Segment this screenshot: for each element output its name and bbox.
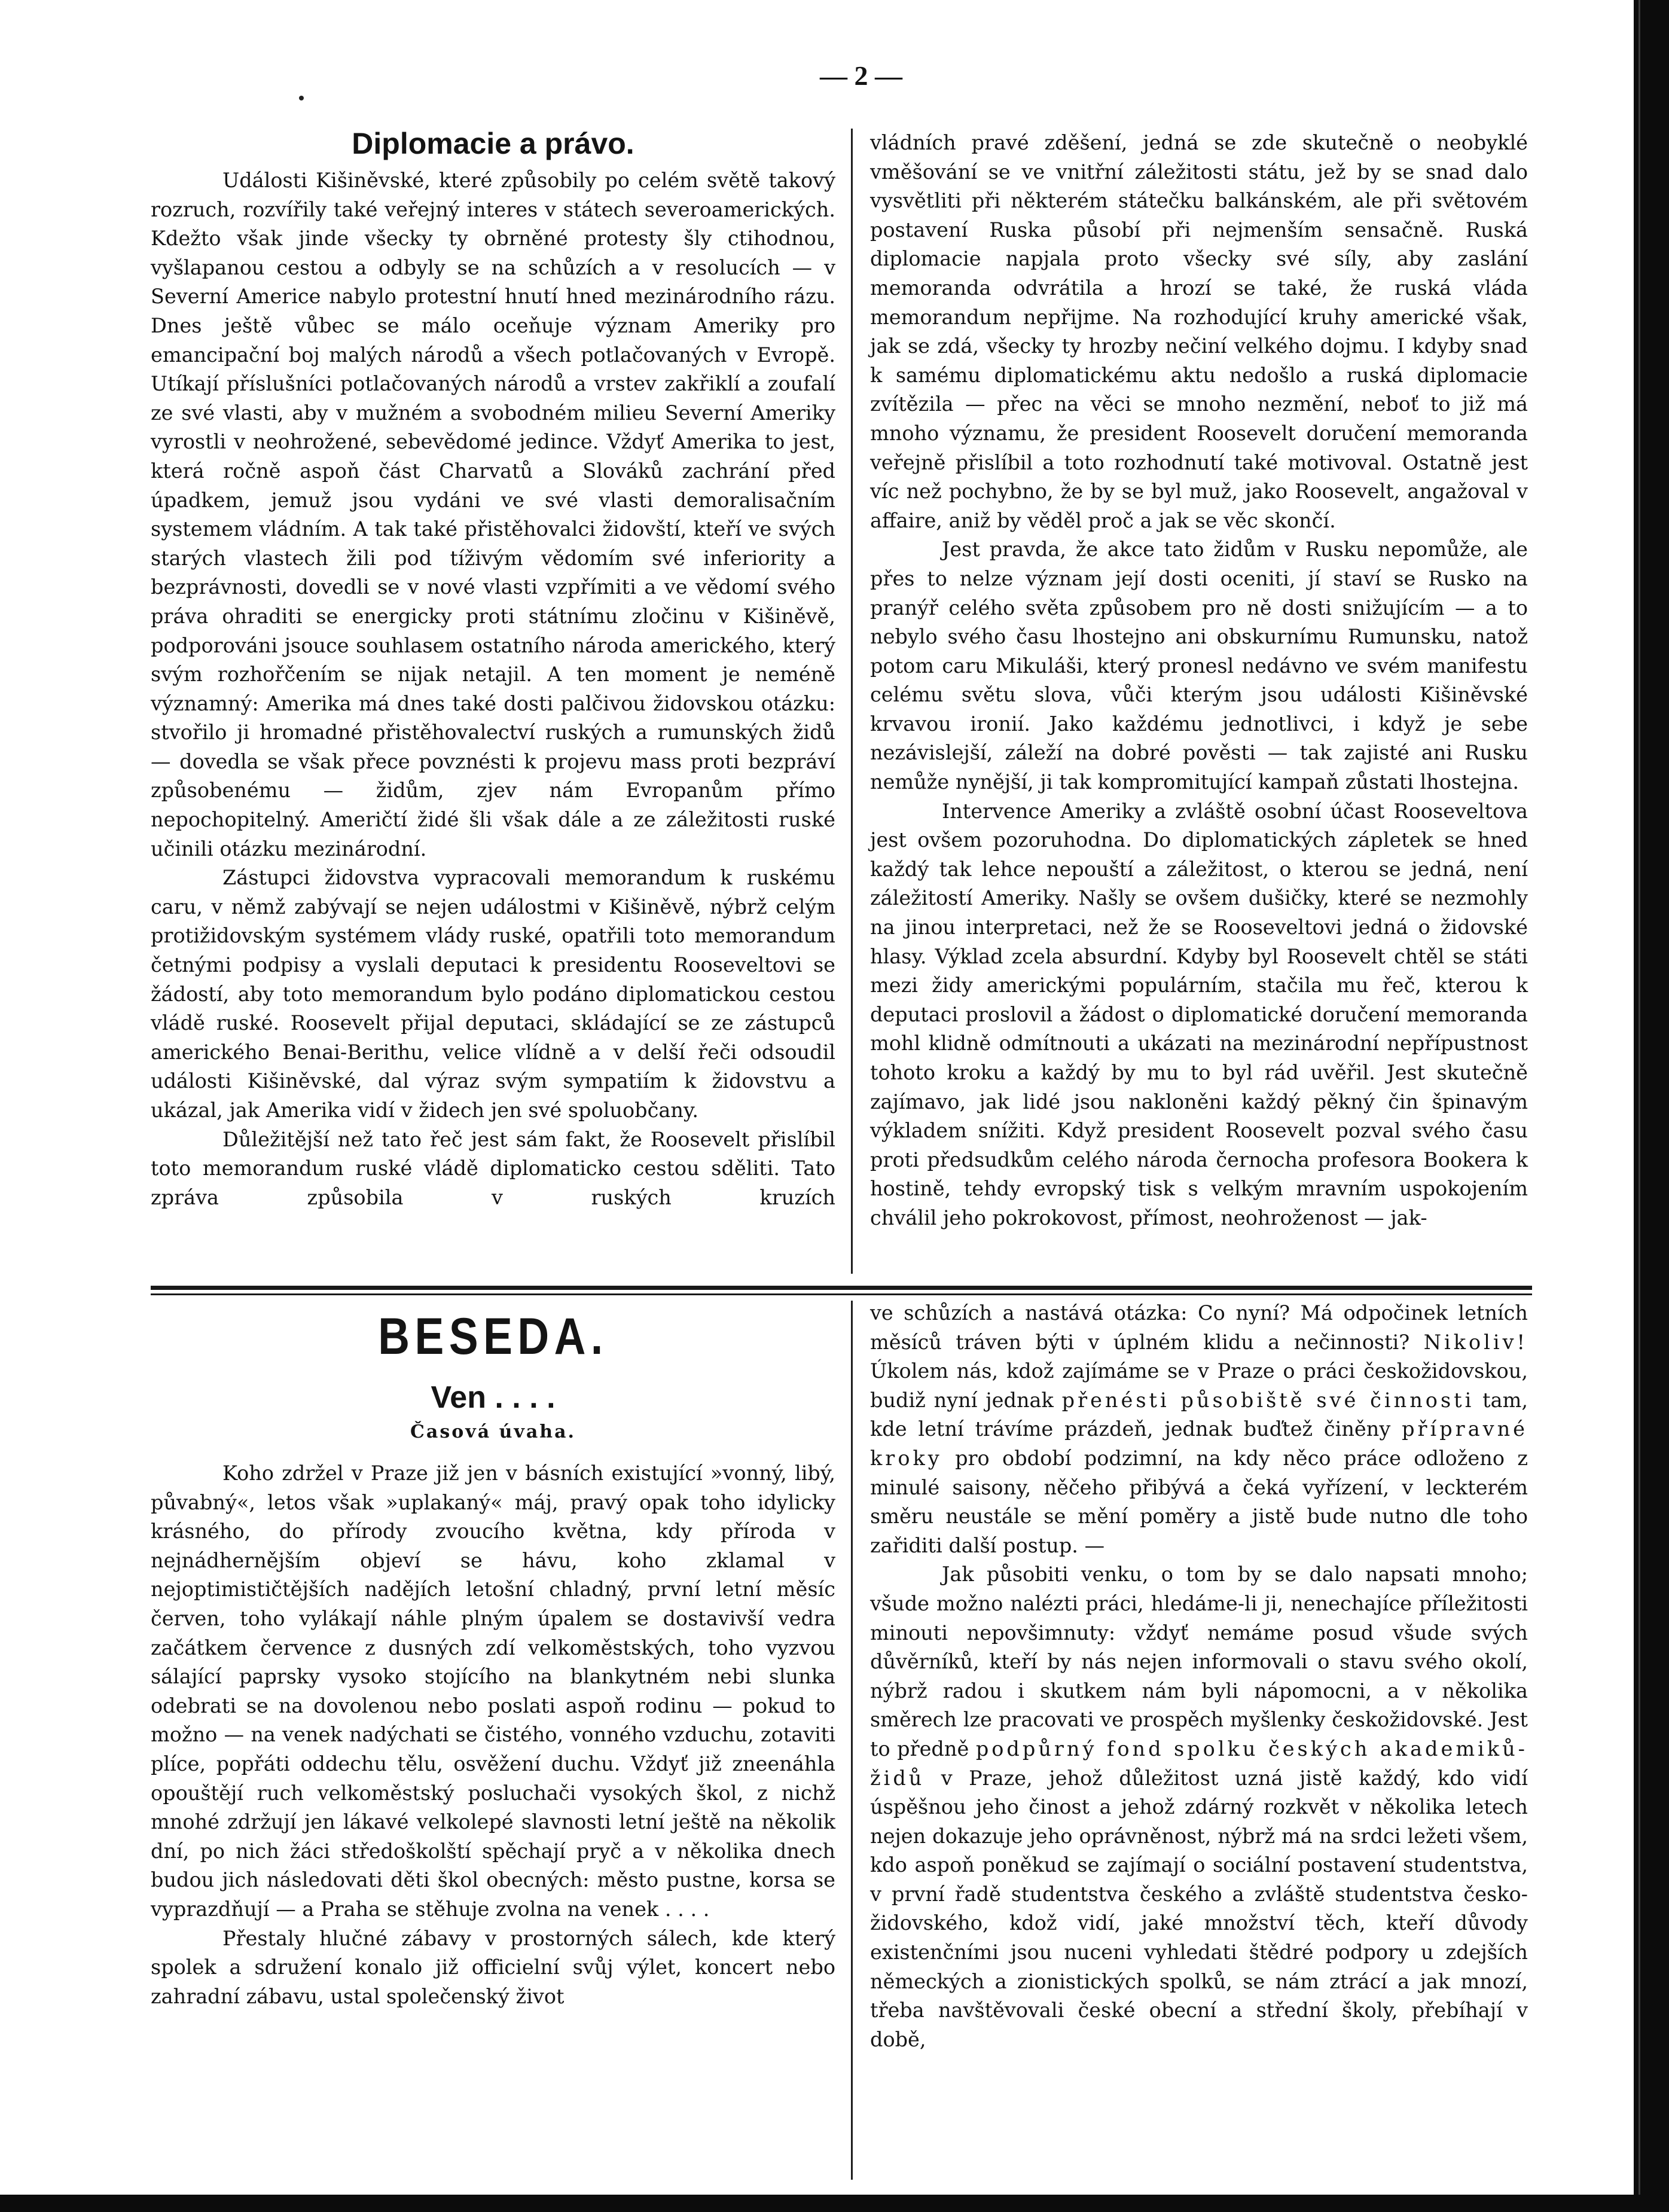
column-rule-top xyxy=(851,129,853,1274)
article-paragraph: Jest pravda, že akce tato židům v Rusku nepomůže, ale přes to nelze význam její dosti oceniti, jí staví se Rusko na pranýř celého světa způsobem pro ně dosti snižujícím — a to nebylo svého času lhostejno ani obskurnímu Rumunsku, natož potom caru Mikuláši, který pronesl nedávno ve svém manifestu celému světu slova, vůči kterým jsou události Kišiněvské krvavou ironií. Jako každému jednotlivci, i když je sebe nezávislejší, záleží na dobré pověsti — tak zajisté ani Rusku nemůže nynější, ji tak kompromitující kampaň zůstati lhostejna. xyxy=(870,538,1528,794)
article-paragraph: Události Kišiněvské, které způsobily po celém světě takový rozruch, rozvířily také veřejný interes v státech severoamerických. Kdežto však jinde všecky ty obrněné protesty šly ctihodnou, vyšlapanou cestou a odbyly se na schůzích a v resolucích — v Severní Americe nabylo protestní hnutí hned mezinárodního rázu. Dnes ještě vůbec se málo oceňuje význam Ameriky pro emancipační boj malých národů a všech potlačovaných v Evropě. Utíkají příslušníci potlačovaných národů a vrstev zakřiklí a zoufalí ze své vlasti, aby v mužném a svobodném milieu Severní Ameriky vyrostli v neohrožené, sebevědomé jedince. Vždyť Amerika to jest, která ročně aspoň část Charvatů a Slováků zachrání před úpadkem, jemuž jsou vydáni ve své vlasti demoralisačním systemem vládním. A tak také přistěhovalci židovští, kteří ve svých starých vlastech žili pod tíživým vědomím své inferiority a bezprávnosti, dovedli se v nové vlasti vzpřímiti a ve vědomí svého práva ohraditi se energicky proti státnímu zločinu v Kišiněvě, podporováni jsouce souhlasem ostatního národa amerického, který svým rozhořčením se nijak netajil. A ten moment je neméně významný: Amerika má dnes také dosti palčivou židovskou otázku: stvořilo ji hromadné přistěhovalectví ruských a rumunských židů — dovedla se však přece povznésti k projevu mass proti bezpráví způsobenému — židům, zjev nám Evropanům přímo nepochopitelný. Američtí židé šli však dále a ze záležitosti ruské učinili otázku mezinárodní. xyxy=(151,169,835,861)
article-left-column xyxy=(151,126,835,1212)
feuilleton-paragraph xyxy=(870,1560,1528,2054)
feuilleton-paragraph: Přestaly hlučné zábavy v prostorných sálech, kde který spolek a sdružení konalo již officielní svůj výlet, koncert nebo zahradní zábavu, ustal společenský život xyxy=(151,1926,835,2008)
article-right-column xyxy=(870,129,1528,1233)
emphasis-text: Nikoliv! xyxy=(1423,1330,1528,1354)
feuilleton-right-column xyxy=(870,1299,1528,2054)
scan-edge-line xyxy=(1639,0,1640,2195)
article-title: Diplomacie a právo. xyxy=(352,127,634,160)
feuilleton-left-column xyxy=(151,1304,835,2011)
feuilleton-title: Ven . . . . xyxy=(431,1380,556,1415)
feuilleton-subtitle: Časová úvaha. xyxy=(410,1421,576,1442)
text-run: ve schůzích a nastává otázka: Co nyní? Má odpočinek letních měsíců tráven býti v úplném klidu a nečinnosti? xyxy=(870,1301,1528,1354)
text-run: Jak působiti venku, o tom by se dalo napsati mnoho; všude možno nalézti práci, hledáme-li ji, nenechajíce příležitosti minouti nepovšimnuty: vždyť nemáme posud všude svých důvěrníků, kteří by nás nejen informovali o stavu svého okolí, nýbrž radou i skutkem nám byli nápomocni, a v několika směrech lze pracovati ve prospěch myšlenky českožidovské. Jest to předně xyxy=(870,1563,1528,1761)
article-paragraph: Zástupci židovstva vypracovali memorandum k ruskému caru, v němž zabývají se nejen událostmi v Kišiněvě, nýbrž celým protižidovským systémem vlády ruské, opatřili toto memorandum četnými podpisy a vyslali deputaci k presidentu Rooseveltovi se žádostí, aby toto memorandum bylo podáno diplomatickou cestou vládě ruské. Roosevelt přijal deputaci, skládající se ze zástupců amerického Benai-Berithu, velice vlídně a v delší řeči odsoudil události Kišiněvské, dal výraz svým sympatiím k židovstvu a ukázal, jak Amerika vidí v židech jen své spoluobčany. xyxy=(151,866,835,1122)
section-divider-thin xyxy=(151,1293,1532,1295)
page-number: — 2 — xyxy=(820,60,902,91)
section-divider-thick xyxy=(151,1286,1532,1290)
article-paragraph: Důležitější než tato řeč jest sám fakt, že Roosevelt přislíbil toto memorandum ruské vládě diplomaticko cestou sděliti. Tato zpráva způsobila v ruských kruzích xyxy=(151,1127,835,1209)
text-run: v Praze, jehož důležitost uzná jistě každý, kdo vidí úspěšnou jeho činost a jehož zdárný rozkvět v několika letech nejen dokazuje jeho oprávněnost, nýbrž má na srdci ležeti všem, kdo aspoň poněkud se zajímají o sociální postavení studentstva, v první řadě studentstva českého a zvláště studentstva česko-židovského, kdož vidí, jaké množství těch, kteří důvody existenčními jsou nuceni vyhledati štědré podpory u zdejších německých a zionistických spolků, se nám ztrácí a jak mnozí, třeba navštěvovali české obecní a střední školy, přebíhají v době, xyxy=(870,1766,1528,2051)
emphasis-text: podpůrný fond spolku českých akademiků-židů xyxy=(870,1737,1528,1790)
emphasis-text: přípravné kroky xyxy=(870,1417,1528,1470)
text-run: pro období podzimní, na kdy něco práce odloženo z minulé saisony, něčeho přibývá a čeká vyřízení, v leckterém směru neustále se mění poměry a jistě bude nutno dle toho zařiditi další postup. — xyxy=(870,1446,1528,1557)
feuilleton-paragraph: Koho zdržel v Praze již jen v básních existující »vonný, libý, půvabný«, letos však »uplakaný« máj, pravý opak toho idylicky krásného, do přírody zvoucího května, kdy příroda v nejnádhernějším objeví se hávu, koho zklamal v nejoptimističtějších nadějích letošní chladný, první letní měsíc červen, toho vylákají náhle plným úpalem se dostavivší vedra začátkem července z dusných zdí velkoměstských, toho vyzvou sálající paprsky vysoko stojícího na blankytném nebi slunka odebrati se na dovolenou nebo poslati aspoň rodinu — pokud to možno — na venek nadýchati se čistého, vonného vzduchu, zotaviti plíce, popřáti oddechu tělu, osvěžení duchu. Vždyť již zneenáhla opouštějí ruch velkoměstský posluchači vysokých škol, z nichž mnohé zdržují jen lákavé velkolepé slavnosti letní ještě na několik dní, po nich žáci středoškolští spěchají pryč a v několika dnech budou jich následovati děti škol obecných: město pustne, korsa se vyprazdňují — a Praha se stěhuje zvolna na venek . . . . xyxy=(151,1462,835,1921)
column-rule-bottom xyxy=(851,1301,853,2180)
ink-dot xyxy=(299,96,304,100)
article-paragraph: vládních pravé zděšení, jedná se zde skutečně o neobyklé vměšování se ve vnitřní záležitosti státu, jež by se snad dalo vysvětliti při některém státečku balkánském, ale při světovém postavení Ruska působí při nejmenším sensačně. Ruská diplomacie napjala proto všecky své síly, aby zaslání memoranda odvrátila a hrozí se také, že ruská vláda memorandum nepřijme. Na rozhodující kruhy americké však, jak se zdá, všecky ty hrozby nečiní velkého dojmu. I kdyby snad k samému diplomatickému aktu nedošlo a ruská diplomacie zvítězila — přec na věci se mnoho nezmění, neboť to již má mnoho významu, že president Roosevelt doručení memoranda veřejně přislíbil a toto rozhodnutí také motivoval. Ostatně jest víc než pochybno, že by se byl muž, jako Roosevelt, angažoval v affaire, aniž by věděl proč a jak se věc skončí. xyxy=(870,131,1528,532)
scan-dark-edge-bottom xyxy=(0,2195,1669,2212)
text-run: tam, kde letní trávíme prázdeň, jednak buďtež činěny xyxy=(870,1388,1528,1441)
section-heading: BESEDA. xyxy=(378,1308,608,1365)
feuilleton-paragraph xyxy=(870,1299,1528,1560)
article-paragraph: Intervence Ameriky a zvláště osobní účast Rooseveltova jest ovšem pozoruhodna. Do diplomatických zápletek se hned každý tak lehce nepouští a záležitost, o kterou se jedná, není záležitostí Ameriky. Našly se ovšem dušičky, které se nezmohly na jinou interpretaci, než že se Rooseveltovi jedná o židovské hlasy. Výklad zcela absurdní. Kdyby byl Roosevelt chtěl se státi mezi židy americkými populárním, stačila mu řeč, kterou k deputaci proslovil a žádost o diplomatické doručení memoranda mohl klidně odmítnouti a ukázati na mezinárodní nepřípustnost tohoto kroku a každý by mu to byl rád uvěřil. Jest skutečně zajímavo, jak lidé jsou nakloněni každý pěkný čin špinavým výkladem snížiti. Když president Roosevelt pozval svého času proti předsudkům celého národa černocha profesora Bookera k hostině, tehdy evropský tisk s velkým mravním uspokojením chválil jeho pokrokovost, přímost, neohroženost — jak- xyxy=(870,799,1528,1229)
emphasis-text: přenésti působiště své činnosti xyxy=(1061,1388,1475,1412)
text-run: Úkolem nás, kdož zajímáme se v Praze o práci českožidovskou, budiž nyní jednak xyxy=(870,1359,1528,1412)
